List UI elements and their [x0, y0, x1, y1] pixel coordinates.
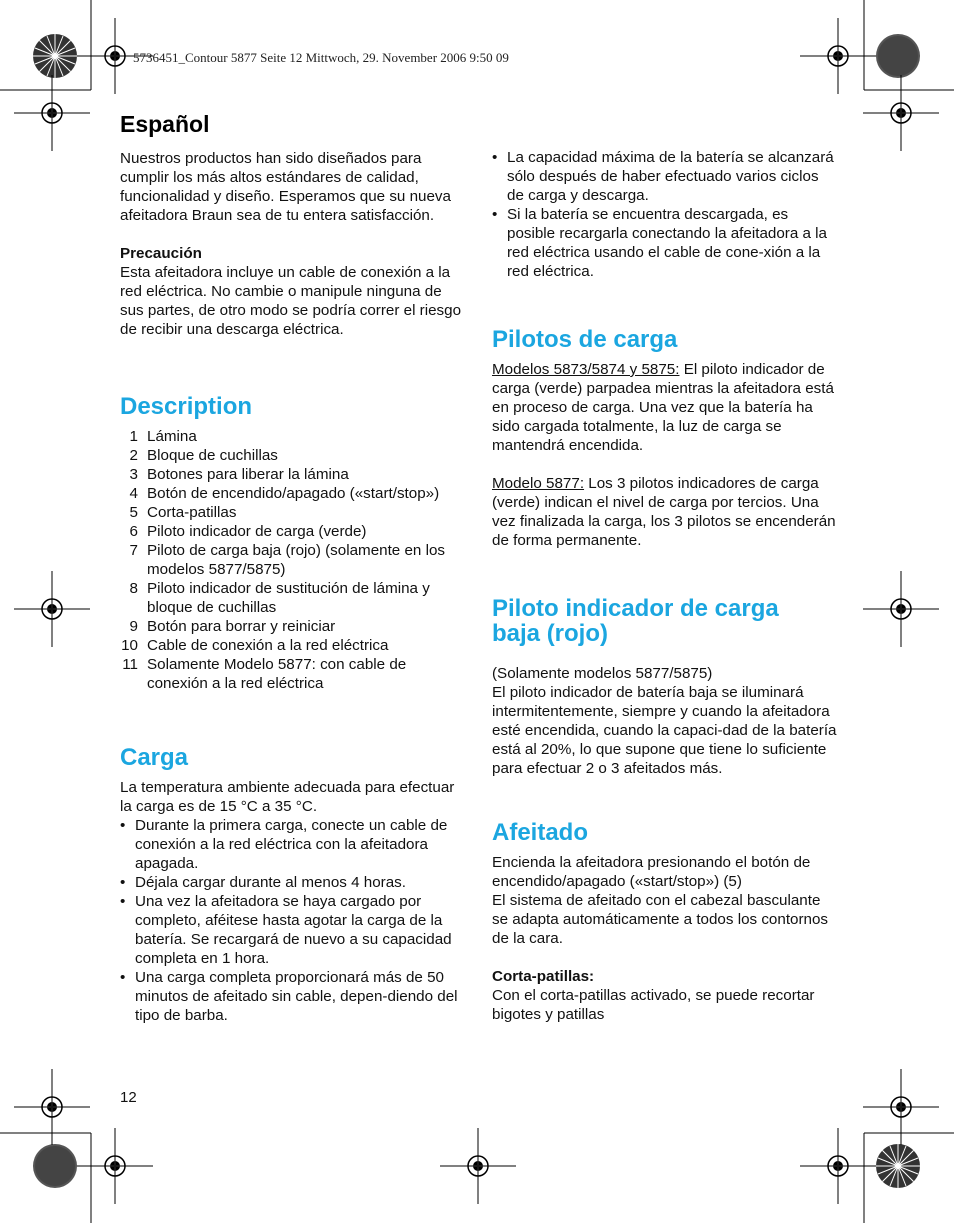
corta-text: Con el corta-patillas activado, se puede recortar bigotes y patillas — [492, 987, 815, 1023]
description-item — [120, 617, 465, 636]
description-item — [120, 503, 465, 522]
low-battery-models: (Solamente modelos 5877/5875) — [492, 665, 713, 682]
afeitado-heading: Afeitado — [492, 819, 588, 846]
model-label: Modelo 5877: — [492, 475, 585, 492]
bullet-item: • Si la batería se encuentra descargada, es posible recargarla conectando la afeitadora a la red eléctrica usando el cable de cone-xión a la red eléctrica. — [492, 205, 837, 281]
low-battery-heading: Piloto indicador de carga baja (rojo) — [492, 595, 779, 647]
description-heading: Description — [120, 393, 253, 420]
description-item — [120, 636, 465, 655]
pilotos-paragraph-1: Modelos 5873/5874 y 5875: El piloto indicador de carga (verde) parpadea mientras la afeitadora está en proceso de carga. Una vez que la batería ha sido cargada totalmente, la luz de carga se mantendrá encendida. — [492, 361, 834, 454]
item-text: Piloto indicador de sustitución de lámina y bloque de cuchillas — [147, 580, 430, 616]
models-label: Modelos 5873/5874 y 5875: — [492, 361, 680, 378]
battery-notes-list — [492, 148, 837, 281]
item-text: Piloto de carga baja (rojo) (solamente en los modelos 5877/5875) — [147, 542, 446, 578]
description-item — [120, 465, 465, 484]
right-column — [492, 148, 837, 1024]
description-item — [120, 427, 465, 446]
low-battery-text: El piloto indicador de batería baja se iluminará intermitentemente, siempre y cuando la afeitadora esté encendida, cuando la capaci-dad de la batería está al 20%, lo que supone que tiene lo suficiente para efectuar 2 o 3 afeitados más. — [492, 684, 837, 777]
bullet-item: • Durante la primera carga, conecte un cable de conexión a la red eléctrica con la afeitadora apagada. — [120, 816, 465, 873]
description-item — [120, 579, 465, 617]
item-text: Piloto indicador de carga (verde) — [147, 523, 367, 540]
bullet-item: • Una carga completa proporcionará más de 50 minutos de afeitado sin cable, depen-diendo del tipo de barba. — [120, 968, 465, 1025]
bullet-item: • Una vez la afeitadora se haya cargado por completo, aféitese hasta agotar la carga de la batería. Se recargará de nuevo a su capacidad completa en 1 hora. — [120, 892, 465, 968]
item-number: 2 — [129, 447, 138, 464]
caution-heading: Precaución — [120, 245, 202, 262]
item-number: 8 — [129, 580, 138, 597]
corta-heading: Corta-patillas: — [492, 968, 595, 985]
item-text: Botón para borrar y reiniciar — [147, 618, 336, 635]
item-number: 5 — [129, 504, 138, 521]
description-item — [120, 484, 465, 503]
item-number: 4 — [129, 485, 138, 502]
item-number: 1 — [129, 428, 138, 445]
print-slug: 5736451_Contour 5877 Seite 12 Mittwoch, 29. November 2006 9:50 09 — [133, 50, 509, 65]
bullet-item: • La capacidad máxima de la batería se alcanzará sólo después de haber efectuado varios ciclos de carga y descarga. — [492, 148, 837, 205]
item-text: Solamente Modelo 5877: con cable de conexión a la red eléctrica — [147, 656, 407, 692]
item-number: 11 — [122, 656, 138, 673]
carga-intro: La temperatura ambiente adecuada para efectuar la carga es de 15 °C a 35 °C. — [120, 779, 455, 815]
item-text: Corta-patillas — [147, 504, 237, 521]
item-number: 9 — [129, 618, 138, 635]
item-text: Botón de encendido/apagado («start/stop») — [147, 485, 440, 502]
caution-text: Esta afeitadora incluye un cable de conexión a la red eléctrica. No cambie o manipule ninguna de sus partes, de otro modo se podría correr el riesgo de recibir una descarga eléctrica. — [120, 264, 462, 338]
item-number: 3 — [129, 466, 138, 483]
item-text: Cable de conexión a la red eléctrica — [147, 637, 389, 654]
item-number: 6 — [129, 523, 138, 540]
item-text: Lámina — [147, 428, 197, 445]
item-text: Botones para liberar la lámina — [147, 466, 349, 483]
item-text: Bloque de cuchillas — [147, 447, 278, 464]
bullet-item: • Déjala cargar durante al menos 4 horas. — [120, 873, 465, 892]
afeitado-text-2: El sistema de afeitado con el cabezal basculante se adapta automáticamente a todos los contornos de la cara. — [492, 892, 829, 947]
pilotos-paragraph-2: Modelo 5877: Los 3 pilotos indicadores de carga (verde) indican el nivel de carga por tercios. Una vez finalizada la carga, los 3 pilotos se encenderán de forma permanente. — [492, 475, 836, 549]
carga-list — [120, 816, 465, 1025]
description-item — [120, 655, 465, 693]
item-number: 7 — [129, 542, 138, 559]
item-number: 10 — [121, 637, 138, 654]
page-number: 12 — [120, 1089, 137, 1106]
left-column — [120, 110, 465, 1025]
description-list — [120, 427, 465, 693]
pilotos-heading: Pilotos de carga — [492, 326, 678, 353]
language-title: Español — [120, 111, 210, 137]
intro-text: Nuestros productos han sido diseñados para cumplir los más altos estándares de calidad, funcionalidad y diseño. Esperamos que su nueva afeitadora Braun sea de tu entera satisfacción. — [120, 150, 451, 224]
description-item — [120, 541, 465, 579]
description-item — [120, 522, 465, 541]
carga-heading: Carga — [120, 744, 189, 771]
afeitado-text-1: Encienda la afeitadora presionando el botón de encendido/apagado («start/stop») (5) — [492, 854, 811, 890]
description-item — [120, 446, 465, 465]
